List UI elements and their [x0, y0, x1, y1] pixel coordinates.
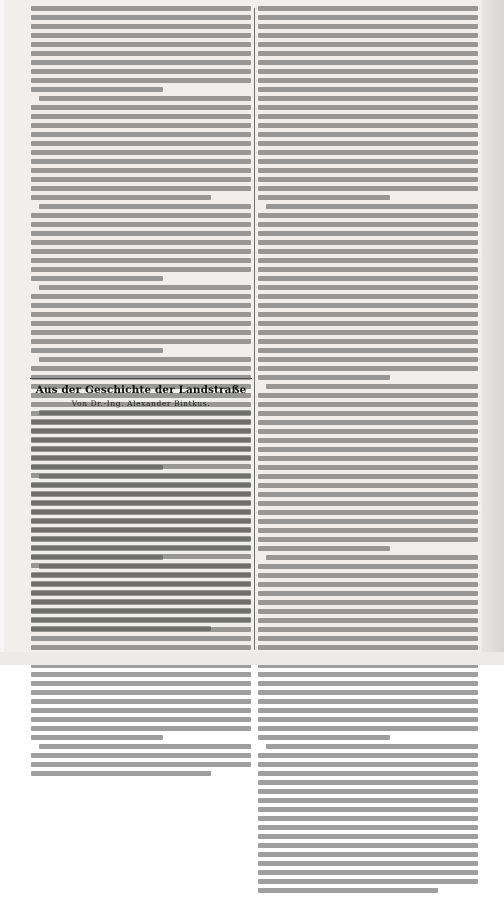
text-line	[31, 213, 251, 218]
text-line	[258, 708, 478, 713]
text-line	[31, 482, 251, 487]
text-line	[31, 258, 251, 263]
text-line	[31, 717, 251, 722]
text-line	[31, 473, 251, 478]
text-line	[31, 771, 211, 776]
text-line	[266, 744, 478, 749]
text-line	[258, 645, 478, 650]
text-line	[258, 51, 478, 56]
text-line	[31, 617, 251, 622]
text-line	[258, 420, 478, 425]
text-line	[258, 402, 478, 407]
text-line	[258, 888, 438, 893]
text-line	[258, 249, 478, 254]
text-line	[258, 141, 478, 146]
text-line	[258, 330, 478, 335]
text-line	[31, 428, 251, 433]
text-line	[258, 771, 478, 776]
text-line	[31, 690, 251, 695]
text-line	[258, 735, 390, 740]
text-line	[39, 96, 251, 101]
text-line	[31, 150, 251, 155]
text-line	[31, 24, 251, 29]
text-line	[258, 213, 478, 218]
text-line	[258, 312, 478, 317]
text-line	[258, 132, 478, 137]
article-separator-rule	[30, 378, 252, 379]
text-line	[31, 527, 251, 532]
text-line	[258, 33, 478, 38]
text-line	[258, 510, 478, 515]
text-line	[31, 762, 251, 767]
text-line	[258, 42, 478, 47]
text-line	[39, 410, 251, 415]
text-line	[258, 861, 478, 866]
text-line	[258, 600, 478, 605]
text-line	[31, 491, 251, 496]
text-line	[31, 455, 251, 460]
text-line	[258, 195, 390, 200]
page-left-edge	[0, 0, 4, 665]
text-line	[31, 78, 251, 83]
text-line	[39, 357, 251, 362]
text-line	[258, 573, 478, 578]
text-line	[31, 419, 251, 424]
text-line	[31, 231, 251, 236]
page-bottom-margin	[0, 652, 504, 665]
text-line	[258, 114, 478, 119]
text-line	[31, 159, 251, 164]
text-line	[258, 834, 478, 839]
article-title: Aus der Geschichte der Landstraße	[35, 384, 247, 396]
text-line	[258, 159, 478, 164]
text-line	[258, 411, 478, 416]
text-line	[258, 456, 478, 461]
text-line	[31, 509, 251, 514]
text-line	[258, 348, 478, 353]
right-column-article-text	[258, 6, 478, 897]
text-line	[31, 294, 251, 299]
text-line	[258, 393, 478, 398]
text-line	[31, 69, 251, 74]
text-line	[258, 537, 478, 542]
text-line	[258, 24, 478, 29]
text-line	[258, 429, 478, 434]
text-line	[266, 204, 478, 209]
text-line	[31, 123, 251, 128]
text-line	[258, 546, 390, 551]
text-line	[258, 303, 478, 308]
text-line	[31, 518, 251, 523]
text-line	[258, 294, 478, 299]
text-line	[31, 42, 251, 47]
text-line	[258, 267, 478, 272]
text-line	[31, 735, 163, 740]
text-line	[266, 384, 478, 389]
text-line	[258, 150, 478, 155]
text-line	[258, 843, 478, 848]
text-line	[258, 618, 478, 623]
text-line	[258, 627, 478, 632]
text-line	[31, 608, 251, 613]
text-line	[258, 528, 478, 533]
text-line	[39, 285, 251, 290]
text-line	[258, 177, 478, 182]
text-line	[258, 519, 478, 524]
text-line	[31, 581, 251, 586]
text-line	[258, 276, 478, 281]
text-line	[31, 500, 251, 505]
text-line	[31, 105, 251, 110]
text-line	[258, 465, 478, 470]
text-line	[31, 321, 251, 326]
text-line	[258, 168, 478, 173]
text-line	[258, 753, 478, 758]
text-line	[31, 51, 251, 56]
text-line	[258, 879, 478, 884]
text-line	[31, 15, 251, 20]
text-line	[258, 87, 478, 92]
text-line	[31, 312, 251, 317]
text-line	[31, 132, 251, 137]
text-line	[31, 177, 251, 182]
text-line	[258, 357, 478, 362]
text-line	[31, 249, 251, 254]
text-line	[31, 464, 251, 469]
text-line	[258, 447, 478, 452]
text-line	[258, 699, 478, 704]
text-line	[31, 276, 163, 281]
text-line	[31, 536, 251, 541]
text-line	[31, 545, 251, 550]
text-line	[258, 375, 390, 380]
text-line	[31, 599, 251, 604]
text-line	[258, 366, 478, 371]
text-line	[31, 446, 251, 451]
text-line	[258, 69, 478, 74]
text-line	[258, 339, 478, 344]
text-line	[258, 123, 478, 128]
text-line	[258, 591, 478, 596]
text-line	[258, 483, 478, 488]
text-line	[31, 563, 251, 568]
text-line	[31, 636, 251, 641]
text-line	[31, 114, 251, 119]
text-line	[258, 852, 478, 857]
text-line	[31, 726, 251, 731]
text-line	[31, 240, 251, 245]
text-line	[258, 105, 478, 110]
text-line	[258, 690, 478, 695]
text-line	[258, 717, 478, 722]
text-line	[31, 60, 251, 65]
text-line	[258, 96, 478, 101]
text-line	[258, 681, 478, 686]
text-line	[31, 572, 251, 577]
text-line	[31, 330, 251, 335]
text-line	[31, 186, 251, 191]
text-line	[266, 555, 478, 560]
text-line	[258, 726, 478, 731]
text-line	[258, 762, 478, 767]
text-line	[258, 501, 478, 506]
text-line	[39, 204, 251, 209]
text-line	[31, 303, 251, 308]
text-line	[31, 554, 251, 559]
text-line	[258, 870, 478, 875]
page-right-edge	[482, 0, 504, 665]
text-line	[31, 168, 251, 173]
text-line	[31, 672, 251, 677]
article-byline: Von Dr.-Ing. Alexander Bintkus.	[71, 399, 211, 408]
text-line	[31, 6, 251, 11]
text-line	[31, 366, 251, 371]
text-line	[258, 60, 478, 65]
text-line	[258, 789, 478, 794]
text-line	[258, 564, 478, 569]
text-line	[39, 744, 251, 749]
text-line	[31, 590, 251, 595]
text-line	[258, 780, 478, 785]
text-line	[258, 231, 478, 236]
text-line	[258, 438, 478, 443]
text-line	[258, 816, 478, 821]
text-line	[258, 6, 478, 11]
text-line	[31, 267, 251, 272]
text-line	[258, 798, 478, 803]
text-line	[258, 582, 478, 587]
text-line	[31, 699, 251, 704]
text-line	[258, 186, 478, 191]
text-line	[258, 474, 478, 479]
text-line	[31, 753, 251, 758]
text-line	[258, 807, 478, 812]
column-divider	[254, 8, 255, 650]
text-line	[258, 609, 478, 614]
text-line	[258, 321, 478, 326]
text-line	[31, 645, 251, 650]
text-line	[31, 708, 251, 713]
text-line	[31, 626, 211, 631]
text-line	[258, 825, 478, 830]
text-line	[258, 78, 478, 83]
text-line	[31, 348, 163, 353]
text-line	[31, 437, 251, 442]
text-line	[258, 222, 478, 227]
text-line	[31, 195, 211, 200]
text-line	[258, 15, 478, 20]
text-line	[31, 339, 251, 344]
text-line	[258, 636, 478, 641]
left-column-article-body	[31, 410, 251, 635]
text-line	[31, 222, 251, 227]
text-line	[258, 285, 478, 290]
text-line	[258, 240, 478, 245]
text-line	[258, 492, 478, 497]
text-line	[31, 33, 251, 38]
text-line	[31, 87, 163, 92]
text-line	[31, 141, 251, 146]
text-line	[31, 681, 251, 686]
text-line	[258, 258, 478, 263]
text-line	[258, 672, 478, 677]
